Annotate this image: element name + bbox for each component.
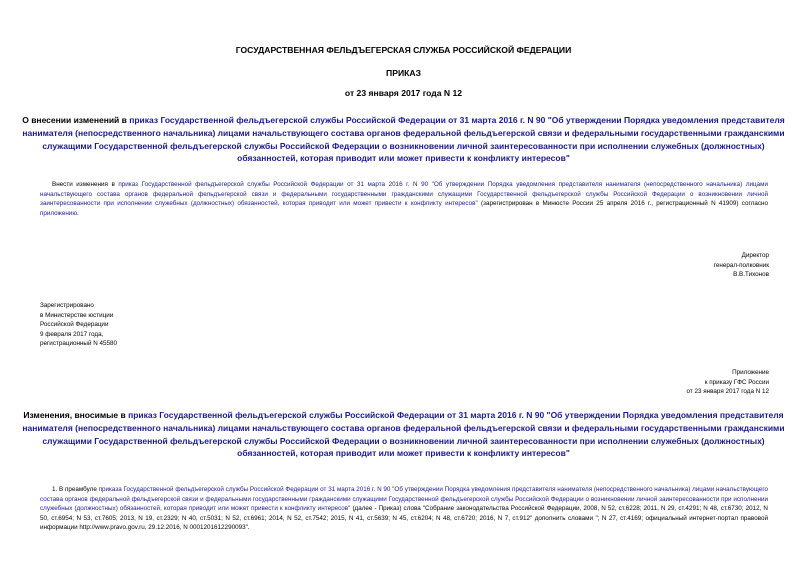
registration-line-5: регистрационный N 45580	[40, 340, 118, 347]
document-type-heading: ПРИКАЗ	[386, 68, 421, 78]
signature-rank: генерал-полковник	[713, 261, 769, 269]
changes-title	[18, 409, 789, 460]
body-end: .	[77, 209, 79, 217]
signature-block	[714, 251, 769, 280]
appendix-label: Приложение	[732, 369, 769, 376]
registration-line-4: 9 февраля 2017 года,	[40, 330, 104, 338]
changes-item-1	[40, 485, 768, 533]
order-title-prefix: О внесении изменений в	[22, 115, 130, 125]
registration-line-3: Российской Федерации	[40, 321, 109, 328]
signature-name: В.В.Тихонов	[733, 271, 769, 278]
registration-block	[40, 301, 117, 349]
body-order-link[interactable]: приказ Государственной фельдъегерской службы Российской Федерации от 31 марта 2016 г. N 90 "Об утверждении Порядка уведомления представителя нанимателя (непосредственного начальника) лицами начальствующего состава органов федеральной фельдъегерской связи и федеральными государственными гражданскими служащими Государственной фельдъегерской службы Российской Федерации о возникновении личной заинтересованности при исполнении служебных (должностных) обязанностей, которая приводит или может привести к конфликту интересов"	[40, 181, 768, 208]
item1-prefix: 1. В преамбуле	[52, 486, 99, 493]
document-date-number: от 23 января 2017 года N 12	[344, 88, 463, 98]
changes-title-link[interactable]: приказ Государственной фельдъегерской службы Российской Федерации от 31 марта 2016 г. N 90 "Об утверждении Порядка уведомления представителя нанимателя (непосредственного начальника) лицами начальствующего состава органов федеральной фельдъегерской связи и федеральными государственными гражданскими служащими Государственной фельдъегерской службы Российской Федерации о возникновении личной заинтересованности при исполнении служебных (должностных) обязанностей, которая приводит или может привести к конфликту интересов"	[22, 410, 785, 459]
changes-title-prefix: Изменения, вносимые в	[23, 410, 129, 420]
item1-rest: (далее - Приказ) слова "Собрание законодательства Российской Федерации, 2008, N 52, ст.6228; 2011, N 29, ст.4291; N 48, ст.6730; 2012, N 50, ст.6954; N 53, ст.7605; 2013, N 19, ст.2329; N 40, ст.5031; N 52, ст.6961; 2014, N 52, ст.7542; 2015, N 41, ст.5639; N 45, ст.6204; N 48, ст.6720; 2016, N 7, ст.912" дополнить словами "; N 27, ст.4169; официальный интернет-портал правовой информации http://www.pravo.gov.ru, 29.12.2016, N 0001201612290093".	[40, 505, 768, 532]
registration-line-2: в Министерстве юстиции	[40, 311, 114, 319]
signature-position: Директор	[741, 252, 769, 259]
order-title-link[interactable]: приказ Государственной фельдъегерской службы Российской Федерации от 31 марта 2016 г. N 90 "Об утверждении Порядка уведомления представителя нанимателя (непосредственного начальника) лицами начальствующего состава органов федеральной фельдъегерской связи и федеральными государственными гражданскими служащими Государственной фельдъегерской службы Российской Федерации о возникновении личной заинтересованности при исполнении служебных (должностных) обязанностей, которая приводит или может привести к конфликту интересов"	[22, 115, 785, 164]
body-intro: Внести изменения в	[52, 181, 119, 188]
organization-heading: ГОСУДАРСТВЕННАЯ ФЕЛЬДЪЕГЕРСКАЯ СЛУЖБА РОССИЙСКОЙ ФЕДЕРАЦИИ	[235, 45, 572, 55]
appendix-reference-block	[686, 368, 769, 397]
appendix-link[interactable]: приложению	[40, 209, 78, 217]
order-title	[18, 114, 789, 165]
item1-order-link[interactable]: приказа Государственной фельдъегерской службы Российской Федерации от 31 марта 2016 г. N 90 "Об утверждении Порядка уведомления представителя нанимателя (непосредственного начальника) лицами начальствующего состава органов федеральной фельдъегерской связи и федеральными государственными гражданскими служащими Государственной фельдъегерской службы Российской Федерации о возникновении личной заинтересованности при исполнении служебных (должностных) обязанностей, которая приводит или может привести к конфликту интересов"	[40, 486, 769, 513]
order-body-paragraph	[40, 180, 768, 218]
registration-line-1: Зарегистрировано	[40, 302, 94, 309]
appendix-date-number: от 23 января 2017 года N 12	[686, 388, 769, 395]
body-middle: (зарегистрирован в Минюсте России 25 апреля 2016 г., регистрационный N 41909) согласно	[477, 200, 768, 208]
appendix-order-ref: к приказу ГФС России	[704, 378, 769, 386]
